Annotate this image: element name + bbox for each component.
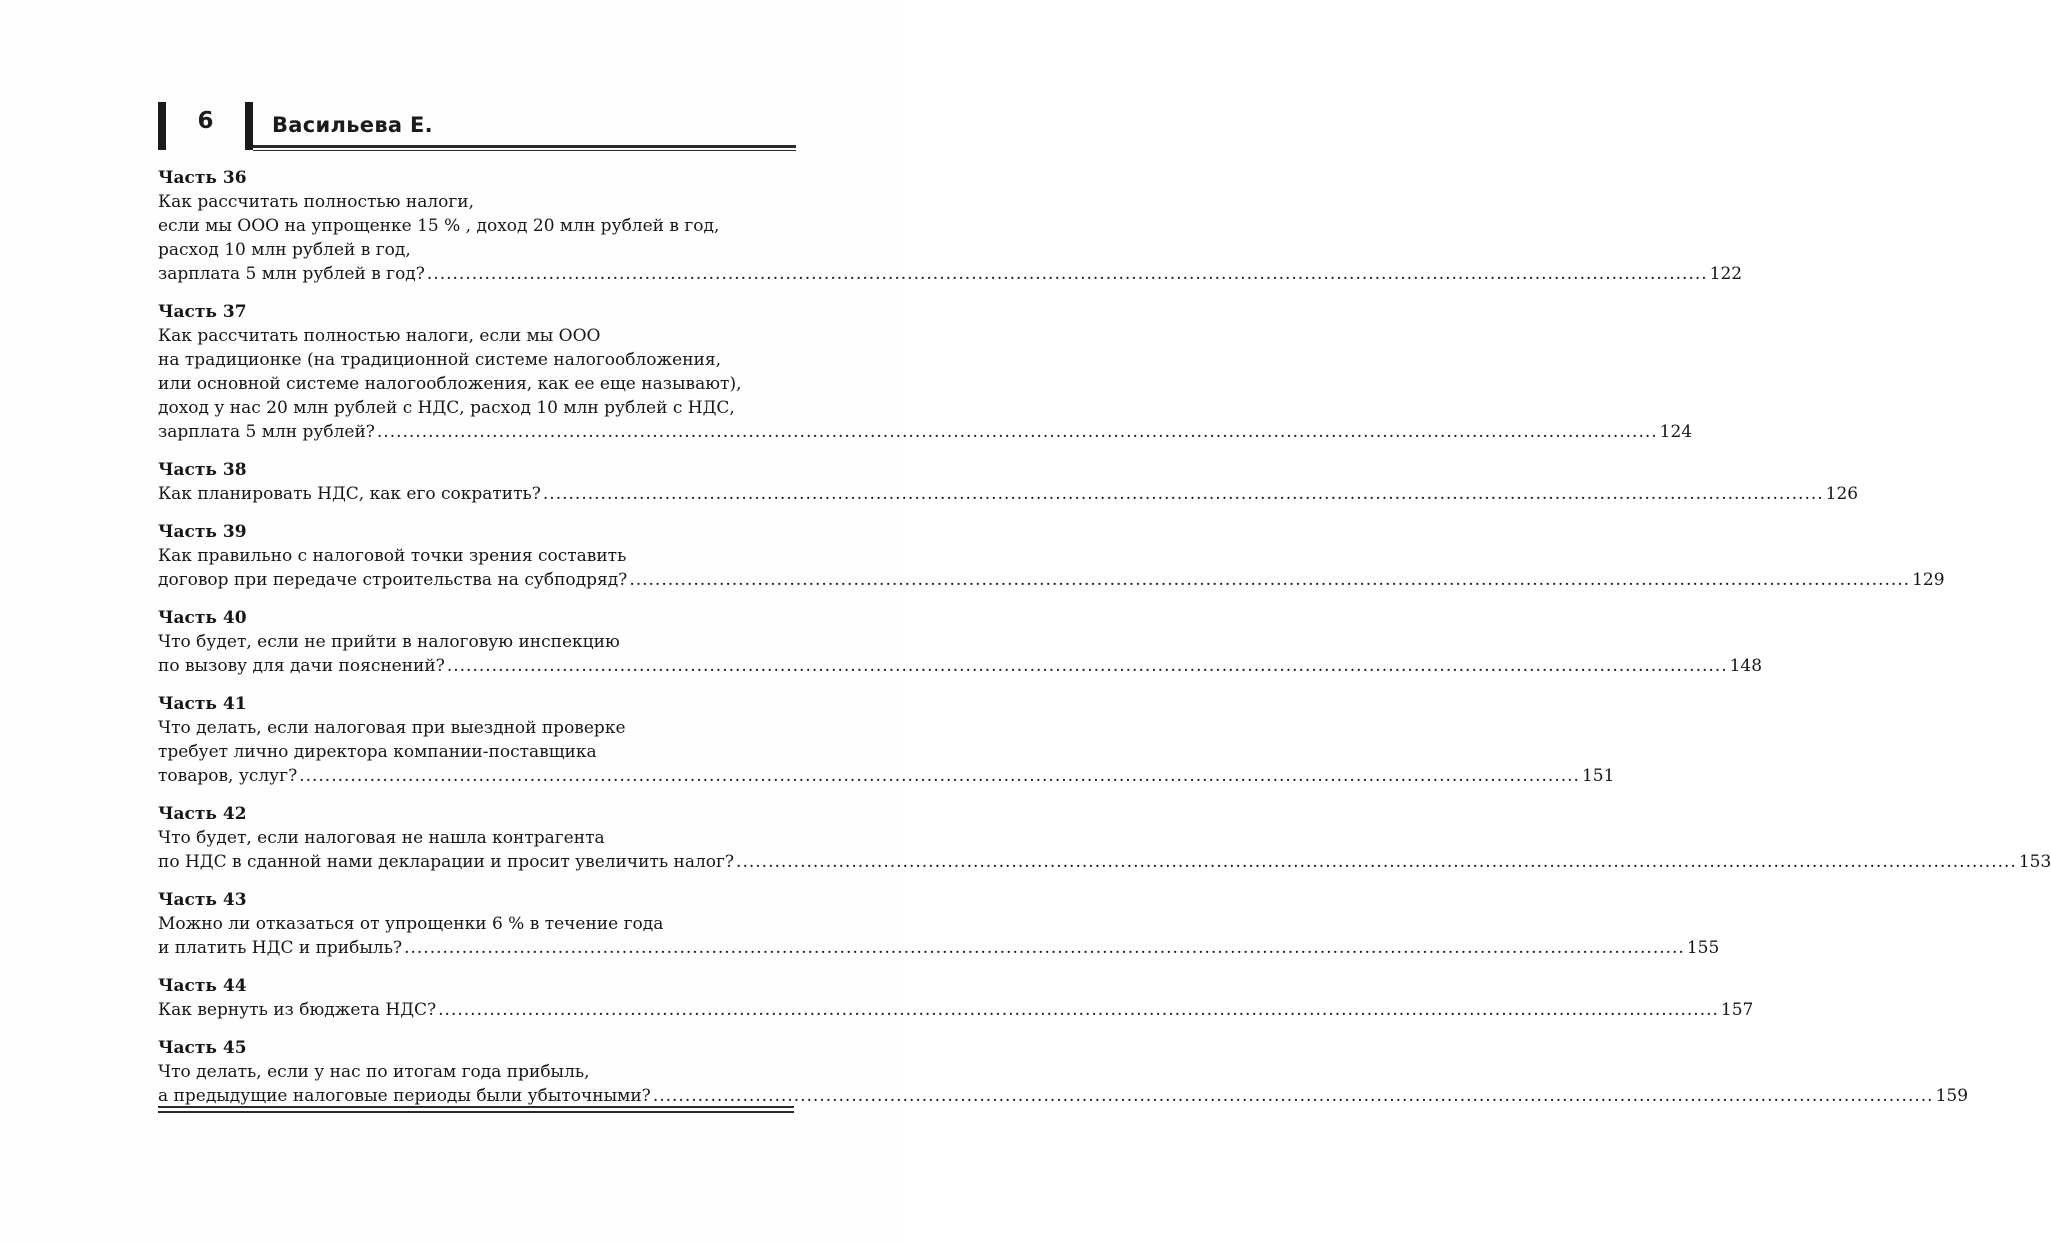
toc-title-last-line xyxy=(158,936,1720,960)
toc-part-heading: Часть 45 xyxy=(158,1038,247,1058)
toc-title-last-line xyxy=(158,262,1743,286)
dot-leader: ........................................................................................................................................................................................................ xyxy=(438,1000,1719,1020)
toc-title-text: Как планировать НДС, как его сократить? xyxy=(158,484,541,504)
toc-page-number: 122 xyxy=(1709,264,1743,284)
toc-entry xyxy=(158,520,1945,592)
toc-page-number: 148 xyxy=(1729,656,1763,676)
toc-title-line: Что делать, если у нас по итогам года прибыль, xyxy=(158,1062,590,1082)
toc-title-line: Как рассчитать полностью налоги, если мы ООО xyxy=(158,326,601,346)
toc-title-last-line xyxy=(158,850,2051,874)
toc-title-text: Как вернуть из бюджета НДС? xyxy=(158,1000,437,1020)
header-rule-thick xyxy=(253,145,796,148)
toc-page-number: 126 xyxy=(1825,484,1859,504)
toc-title-text: договор при передаче строительства на субподряд? xyxy=(158,570,628,590)
toc-title-text: и платить НДС и прибыль? xyxy=(158,938,403,958)
toc-part-heading: Часть 43 xyxy=(158,890,247,910)
toc-entry xyxy=(158,692,1615,788)
toc-page-number: 155 xyxy=(1686,938,1720,958)
toc-title-line: или основной системе налогообложения, как ее еще называют), xyxy=(158,374,742,394)
toc-title-line: расход 10 млн рублей в год, xyxy=(158,240,411,260)
toc-title-last-line xyxy=(158,1084,1969,1108)
toc-title-text: зарплата 5 млн рублей в год? xyxy=(158,264,425,284)
toc-title-text: по вызову для дачи пояснений? xyxy=(158,656,445,676)
toc-entry xyxy=(158,300,1693,444)
dot-leader: ........................................................................................................................................................................................................ xyxy=(736,852,2017,872)
toc-part-heading: Часть 39 xyxy=(158,522,247,542)
toc-entry xyxy=(158,802,2051,874)
header-bar-divider xyxy=(245,102,253,150)
toc-entry xyxy=(158,1036,1969,1108)
toc-title-line: Что делать, если налоговая при выездной проверке xyxy=(158,718,626,738)
toc-title-last-line xyxy=(158,998,1754,1022)
dot-leader: ........................................................................................................................................................................................................ xyxy=(652,1086,1934,1106)
page-number: 6 xyxy=(197,108,214,134)
toc-entry xyxy=(158,166,1743,286)
toc-page-number: 151 xyxy=(1581,766,1615,786)
toc-title-last-line xyxy=(158,654,1763,678)
toc-title-line: Что будет, если налоговая не нашла контрагента xyxy=(158,828,605,848)
toc-title-line: доход у нас 20 млн рублей с НДС, расход 10 млн рублей с НДС, xyxy=(158,398,735,418)
toc-title-last-line xyxy=(158,482,1859,506)
toc-title-line: требует лично директора компании-поставщика xyxy=(158,742,597,762)
toc-title-text: а предыдущие налоговые периоды были убыточными? xyxy=(158,1086,651,1106)
dot-leader: ........................................................................................................................................................................................................ xyxy=(376,422,1658,442)
footer-rule-bottom xyxy=(158,1111,794,1113)
toc-page-number: 159 xyxy=(1935,1086,1969,1106)
toc-part-heading: Часть 42 xyxy=(158,804,247,824)
toc-part-heading: Часть 40 xyxy=(158,608,247,628)
dot-leader: ........................................................................................................................................................................................................ xyxy=(404,938,1685,958)
toc-title-line: если мы ООО на упрощенке 15 % , доход 20 млн рублей в год, xyxy=(158,216,720,236)
toc-part-heading: Часть 44 xyxy=(158,976,247,996)
toc-title-last-line xyxy=(158,420,1693,444)
toc-entry xyxy=(158,974,1754,1022)
toc-title-last-line xyxy=(158,764,1615,788)
toc-part-heading: Часть 37 xyxy=(158,302,247,322)
header-rule-thin xyxy=(253,150,796,151)
toc-entry xyxy=(158,458,1859,506)
dot-leader: ........................................................................................................................................................................................................ xyxy=(426,264,1708,284)
dot-leader: ........................................................................................................................................................................................................ xyxy=(446,656,1728,676)
toc-part-heading: Часть 41 xyxy=(158,694,247,714)
toc-part-heading: Часть 38 xyxy=(158,460,247,480)
toc-title-text: товаров, услуг? xyxy=(158,766,298,786)
toc-page-number: 129 xyxy=(1912,570,1945,590)
toc-title-line: на традиционке (на традиционной системе налогообложения, xyxy=(158,350,722,370)
table-of-contents xyxy=(158,166,2051,1122)
toc-title-line: Как правильно с налоговой точки зрения составить xyxy=(158,546,627,566)
toc-title-line: Можно ли отказаться от упрощенки 6 % в течение года xyxy=(158,914,664,934)
running-head-author: Васильева Е. xyxy=(272,113,433,137)
dot-leader: ........................................................................................................................................................................................................ xyxy=(542,484,1824,504)
toc-title-line: Как рассчитать полностью налоги, xyxy=(158,192,475,212)
toc-part-heading: Часть 36 xyxy=(158,168,247,188)
toc-page-number: 157 xyxy=(1720,1000,1754,1020)
toc-title-text: по НДС в сданной нами декларации и просит увеличить налог? xyxy=(158,852,735,872)
footer-rule-top xyxy=(158,1106,794,1108)
dot-leader: ........................................................................................................................................................................................................ xyxy=(299,766,1580,786)
dot-leader: ........................................................................................................................................................................................................ xyxy=(629,570,1911,590)
toc-title-text: зарплата 5 млн рублей? xyxy=(158,422,375,442)
toc-page-number: 153 xyxy=(2018,852,2051,872)
toc-entry xyxy=(158,888,1720,960)
toc-page-number: 124 xyxy=(1659,422,1693,442)
header-bar-left xyxy=(158,102,166,150)
toc-entry xyxy=(158,606,1763,678)
toc-title-last-line xyxy=(158,568,1945,592)
toc-title-line: Что будет, если не прийти в налоговую инспекцию xyxy=(158,632,620,652)
